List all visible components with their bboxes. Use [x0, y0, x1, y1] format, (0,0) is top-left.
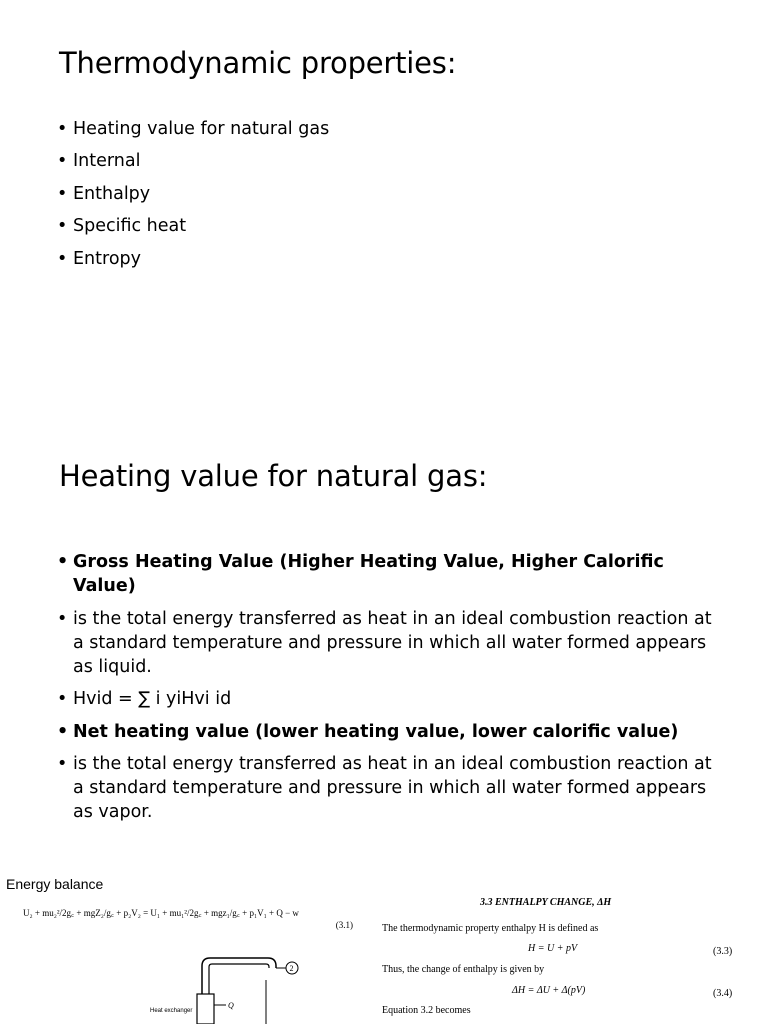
list-item: • Enthalpy — [57, 182, 329, 206]
list-item: • Entropy — [57, 247, 329, 271]
book-text-line: Thus, the change of enthalpy is given by — [382, 964, 545, 975]
enthalpy-change-equation: ΔH = ΔU + Δ(pV) — [512, 985, 586, 996]
equation-number: (3.4) — [713, 988, 733, 999]
list-item-formula: • Hvid = ∑ i yiHvi id — [57, 687, 722, 711]
heat-exchanger-label: Heat exchanger — [150, 1008, 193, 1014]
book-text-line: The thermodynamic property enthalpy H is defined as — [382, 923, 599, 934]
list-item: • Specific heat — [57, 214, 329, 238]
list-item: • Internal — [57, 149, 329, 173]
equation-text: U₂ + mu₂²/2g꜀ + mgZ₂/g꜀ + p₂V₂ = U₁ + mu₁²/2g꜀ + mgz₁/g꜀ + p₁V₁ + Q − w — [23, 908, 299, 918]
book-text-line: Equation 3.2 becomes — [382, 1005, 471, 1016]
section-title-enthalpy-change: 3.3 ENTHALPY CHANGE, ΔH — [480, 897, 612, 908]
list-item: • Heating value for natural gas — [57, 117, 329, 141]
list-item: • is the total energy transferred as heat in an ideal combustion reaction at a standard temperature and pressure in which all water formed appears as liquid. — [57, 607, 722, 679]
heat-exchanger-shape — [197, 994, 214, 1024]
equation-number: (3.3) — [713, 946, 733, 957]
list-item-gross-heating-value: • Gross Heating Value (Higher Heating Value, Higher Calorific Value) — [57, 550, 722, 598]
properties-list — [57, 117, 329, 279]
equation-number: (3.1) — [335, 920, 353, 930]
point-label: 2 — [289, 964, 294, 973]
heating-value-list — [57, 550, 722, 833]
energy-balance-equation — [23, 906, 353, 930]
enthalpy-equation: H = U + pV — [528, 943, 578, 954]
slide-title-thermodynamic-properties: Thermodynamic properties: — [59, 46, 457, 80]
energy-balance-title: Energy balance — [6, 876, 104, 892]
slide-title-heating-value: Heating value for natural gas: — [59, 459, 488, 493]
heat-q-label: Q — [228, 1001, 234, 1010]
list-item-net-heating-value: • Net heating value (lower heating value, lower calorific value) — [57, 720, 722, 744]
list-item: • is the total energy transferred as heat in an ideal combustion reaction at a standard temperature and pressure in which all water formed appears as vapor. — [57, 752, 722, 824]
